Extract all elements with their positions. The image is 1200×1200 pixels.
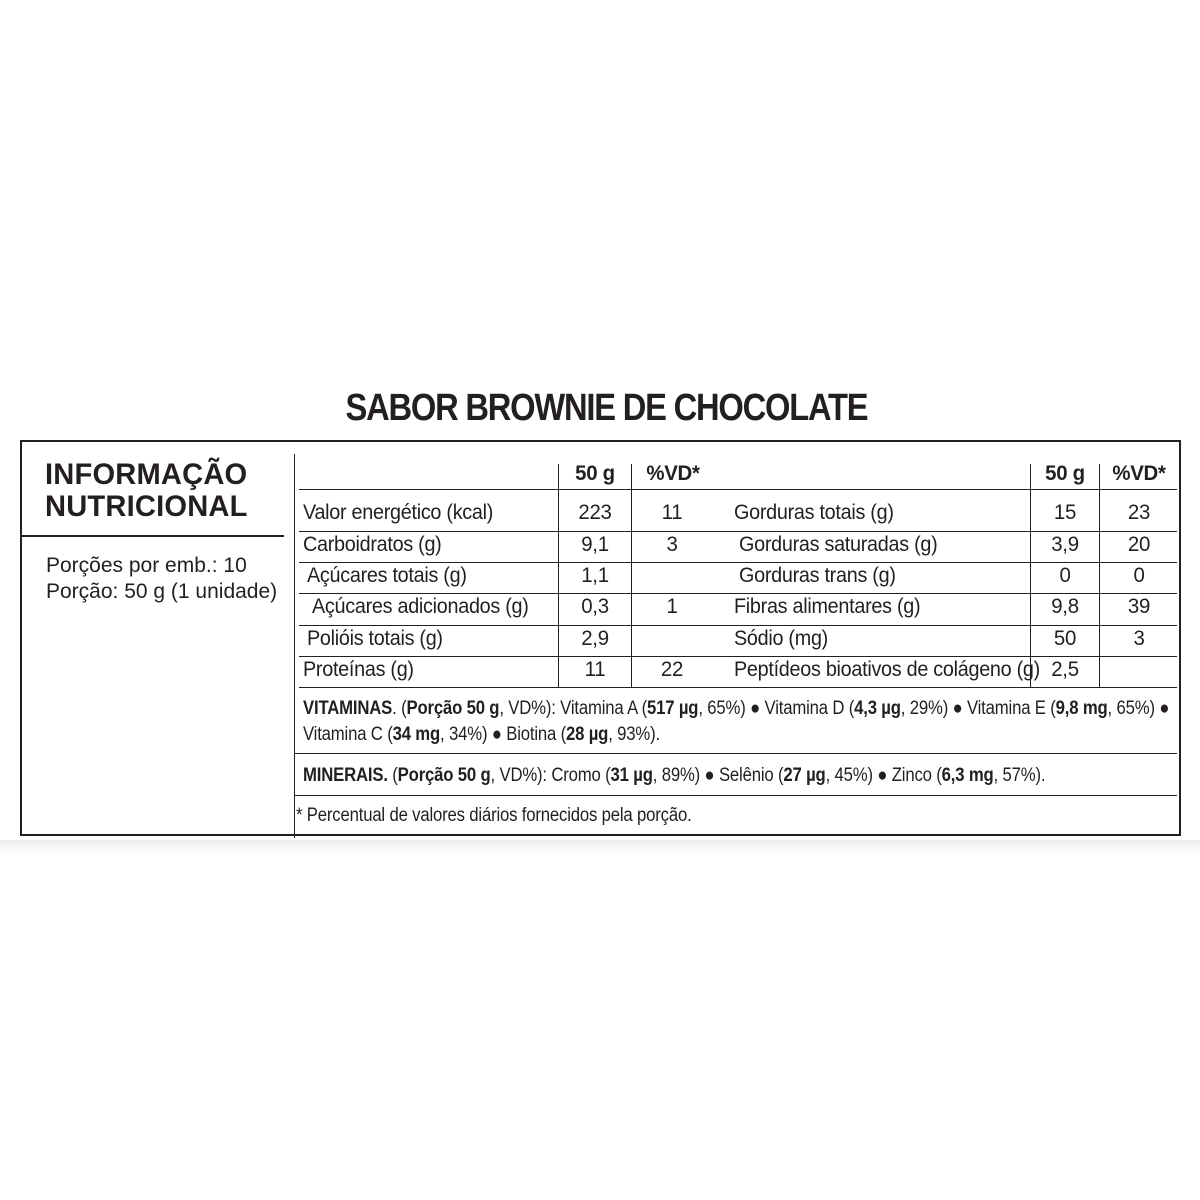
grid-rule xyxy=(558,464,559,687)
portion-size: Porção: 50 g (1 unidade) xyxy=(46,580,278,603)
vitamins-label: VITAMINAS xyxy=(303,698,393,719)
vitamin-amount: 9,8 mg xyxy=(1055,698,1108,719)
nutrient-amount: 2,9 xyxy=(581,626,609,650)
nutrient-dv xyxy=(634,560,710,591)
right-dv-header: %VD* xyxy=(1112,461,1166,485)
grid-rule xyxy=(1099,464,1100,687)
nutrient-dv: 1 xyxy=(666,594,678,618)
vitamin-name: Vitamina E xyxy=(966,698,1046,719)
nutrient-name: Açúcares adicionados (g) xyxy=(312,594,529,618)
mineral-amount: 27 µg xyxy=(783,765,826,786)
nutrient-amount: 15 xyxy=(1053,500,1077,524)
vitamin-dv: 34% xyxy=(448,724,482,745)
minerals-portion: Porção 50 g xyxy=(397,765,491,786)
vitamin-name: Biotina xyxy=(506,724,557,745)
nutrient-dv: 11 xyxy=(661,500,683,524)
nutrient-amount: 9,1 xyxy=(581,532,609,556)
grid-rule xyxy=(294,795,1177,796)
nutrient-name: Gorduras trans (g) xyxy=(739,563,896,587)
portions-per-pack: Porções por emb.: 10 xyxy=(46,554,247,577)
heading-line-2: NUTRICIONAL xyxy=(45,490,248,523)
nutrient-dv: 3 xyxy=(666,532,678,556)
nutrient-name: Gorduras saturadas (g) xyxy=(739,532,938,556)
mineral-dv: 45% xyxy=(834,765,868,786)
nutrient-name: Sódio (mg) xyxy=(734,626,828,650)
vitamin-amount: 517 µg xyxy=(646,698,699,719)
vitamin-dv: 65% xyxy=(707,698,741,719)
flavor-title: SABOR BROWNIE DE CHOCOLATE xyxy=(345,387,868,429)
nutrient-dv xyxy=(634,623,710,654)
nutrient-name: Peptídeos bioativos de colágeno (g) xyxy=(734,657,1040,681)
nutrient-amount: 1,1 xyxy=(581,563,609,587)
portion-info xyxy=(46,553,277,605)
nutrient-amount: 9,8 xyxy=(1051,594,1079,618)
grid-rule xyxy=(299,687,1177,688)
nutrient-dv: 39 xyxy=(1127,594,1151,618)
nutrient-amount: 2,5 xyxy=(1051,657,1079,681)
bullet: ● xyxy=(750,698,761,719)
nutrition-heading xyxy=(45,459,248,523)
mineral-name: Selênio xyxy=(718,765,774,786)
nutrient-dv: 0 xyxy=(1133,563,1145,587)
nutrient-name: Polióis totais (g) xyxy=(307,626,443,650)
grid-rule xyxy=(728,489,1177,490)
nutrient-amount: 0 xyxy=(1059,563,1071,587)
vitamin-amount: 34 mg xyxy=(392,724,441,745)
nutrient-dv xyxy=(1102,654,1176,685)
nutrition-facts-table xyxy=(20,440,1181,836)
nutrient-name: Carboidratos (g) xyxy=(303,532,442,556)
grid-rule xyxy=(294,753,1177,754)
bullet: ● xyxy=(704,765,715,786)
nutrient-dv: 22 xyxy=(660,657,684,681)
nutrient-amount: 11 xyxy=(584,657,606,681)
nutrient-name: Proteínas (g) xyxy=(303,657,414,681)
mineral-dv: 57% xyxy=(1002,765,1036,786)
nutrient-dv: 23 xyxy=(1127,500,1151,524)
grid-rule xyxy=(299,489,732,490)
vitamins-section: VITAMINAS. (Porção 50 g, VD%): Vitamina A (517 µg, 65%) ● Vitamina D (4,3 µg, 29%) ● Vitamina E (9,8 mg, 65%) ● Vitamina C (34 mg, 34%) ● Biotina (28 µg, 93%). xyxy=(303,698,1170,745)
bullet: ● xyxy=(491,724,502,745)
heading-line-1: INFORMAÇÃO xyxy=(45,458,248,491)
mineral-amount: 6,3 mg xyxy=(941,765,994,786)
left-amount-header: 50 g xyxy=(575,461,615,485)
vitamin-name: Vitamina C xyxy=(303,724,383,745)
vitamin-dv: 65% xyxy=(1116,698,1150,719)
bullet: ● xyxy=(952,698,963,719)
nutrient-dv: 20 xyxy=(1127,532,1151,556)
right-amount-header: 50 g xyxy=(1045,461,1085,485)
footnote: * Percentual de valores diários fornecidos pela porção. xyxy=(296,805,692,826)
vitamin-name: Vitamina A xyxy=(560,698,638,719)
grid-rule xyxy=(294,454,295,838)
heading-divider xyxy=(22,535,284,537)
left-dv-header: %VD* xyxy=(646,461,700,485)
bullet: ● xyxy=(877,765,888,786)
nutrient-amount: 0,3 xyxy=(581,594,609,618)
nutrient-dv: 3 xyxy=(1133,626,1145,650)
mineral-name: Cromo xyxy=(551,765,601,786)
vitamin-amount: 28 µg xyxy=(565,724,609,745)
nutrient-name: Fibras alimentares (g) xyxy=(734,594,921,618)
vitamin-dv: 93% xyxy=(617,724,651,745)
vitamin-amount: 4,3 µg xyxy=(854,698,901,719)
minerals-label: MINERAIS. xyxy=(303,765,388,786)
bullet: ● xyxy=(1159,698,1170,719)
nutrient-amount: 3,9 xyxy=(1051,532,1079,556)
grid-rule xyxy=(631,464,632,687)
mineral-dv: 89% xyxy=(661,765,695,786)
nutrient-amount: 50 xyxy=(1053,626,1077,650)
vitamin-name: Vitamina D xyxy=(764,698,845,719)
nutrient-name: Açúcares totais (g) xyxy=(307,563,467,587)
mineral-name: Zinco xyxy=(891,765,932,786)
vitamins-portion: Porção 50 g xyxy=(406,698,500,719)
nutrient-name: Gorduras totais (g) xyxy=(734,500,894,524)
nutrient-amount: 223 xyxy=(578,500,612,524)
nutrient-name: Valor energético (kcal) xyxy=(303,500,494,524)
mineral-amount: 31 µg xyxy=(610,765,653,786)
bottom-shadow xyxy=(0,840,1200,854)
vitamin-dv: 29% xyxy=(909,698,943,719)
minerals-section: MINERAIS. (Porção 50 g, VD%): Cromo (31 µg, 89%) ● Selênio (27 µg, 45%) ● Zinco (6,3 mg, 57%). xyxy=(303,765,1046,786)
